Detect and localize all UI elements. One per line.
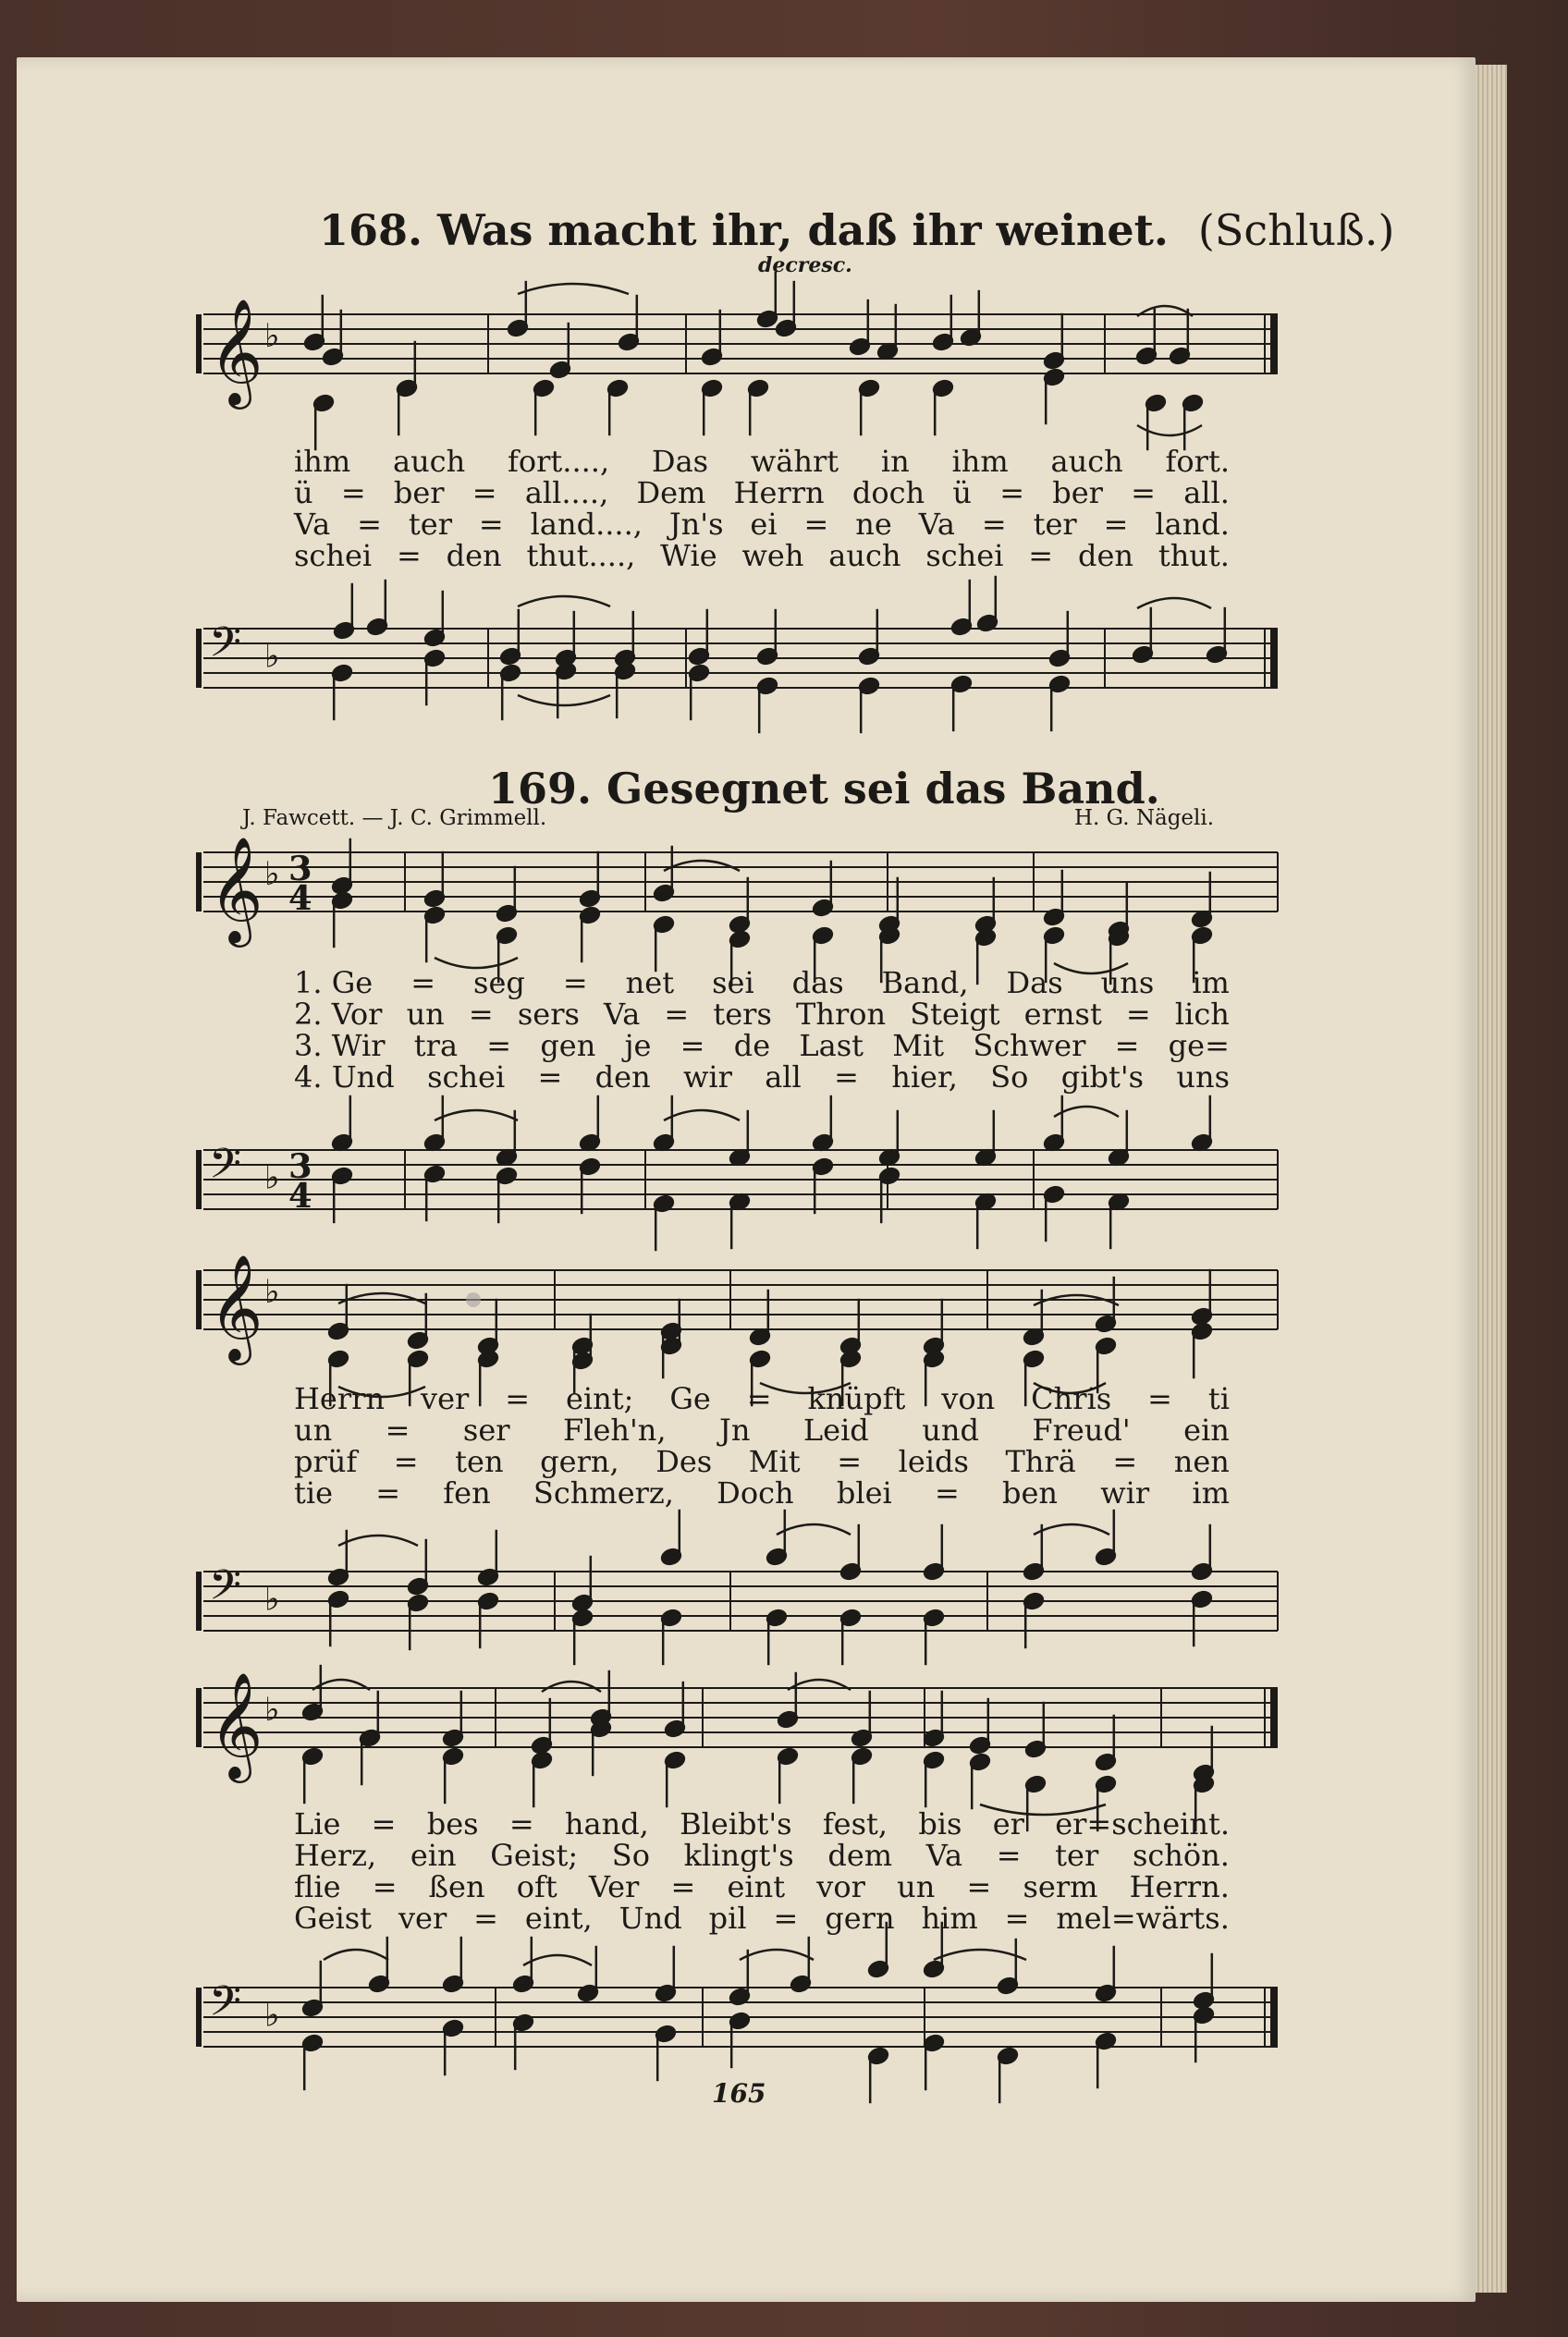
- lyric-line: [294, 1871, 1230, 1903]
- lyric-syllable: =: [996, 1838, 1022, 1873]
- treble-clef-icon: 𝄞: [209, 1254, 263, 1361]
- lyric-syllable: =: [837, 1444, 863, 1479]
- lyric-syllable: uns: [1176, 1059, 1230, 1095]
- lyric-syllable: =: [981, 507, 1007, 542]
- slur: [777, 1524, 851, 1535]
- lyric-syllable: von: [941, 1381, 996, 1416]
- lyric-syllable: fort.: [1165, 444, 1230, 479]
- slur: [518, 284, 629, 294]
- lyric-syllable: prüf: [294, 1444, 358, 1479]
- lyric-syllable: Freud': [1032, 1413, 1131, 1448]
- hymn-169-bass-staff-1-start-bar: [196, 1150, 202, 1209]
- hymn-169-treble-staff-1-start-bar: [196, 852, 202, 912]
- lyric-syllable: in: [880, 444, 910, 479]
- lyric-line: [294, 477, 1230, 508]
- lyric-syllable: fest,: [822, 1806, 888, 1841]
- lyric-syllable: thut....,: [526, 538, 636, 573]
- lyric-syllable: ten: [455, 1444, 504, 1479]
- lyric-line: [294, 540, 1230, 571]
- lyric-syllable: den: [446, 538, 502, 573]
- lyric-syllable: er=scheint.: [1055, 1806, 1230, 1841]
- lyric-syllable: auch: [392, 444, 466, 479]
- lyric-line: [294, 1808, 1230, 1840]
- lyric-syllable: net: [625, 965, 675, 1000]
- lyric-syllable: =: [834, 1059, 859, 1095]
- flat-icon: ♭: [264, 1996, 280, 2035]
- lyric-syllable: =: [562, 965, 588, 1000]
- lyric-syllable: uns: [1100, 965, 1155, 1000]
- lyric-syllable: ben: [1001, 1475, 1059, 1511]
- lyric-syllable: fort....,: [508, 444, 610, 479]
- bass-clef-icon: 𝄢: [209, 1139, 241, 1198]
- lyric-syllable: ne: [855, 507, 892, 542]
- lyric-syllable: ü: [952, 475, 972, 510]
- lyric-syllable: ihm: [294, 444, 351, 479]
- lyric-syllable: 1. Ge: [294, 965, 374, 1000]
- lyric-syllable: =: [340, 475, 366, 510]
- lyric-syllable: den: [1077, 538, 1133, 573]
- lyric-syllable: Dem: [636, 475, 706, 510]
- lyric-syllable: Herrn: [294, 1381, 386, 1416]
- lyric-syllable: Herz,: [294, 1838, 377, 1873]
- flat-icon: ♭: [264, 317, 280, 356]
- lyric-syllable: wir: [1100, 1475, 1150, 1511]
- lyric-syllable: weh: [741, 538, 804, 573]
- treble-clef-icon: 𝄞: [209, 299, 263, 405]
- lyric-syllable: sei: [712, 965, 754, 1000]
- flat-icon: ♭: [264, 637, 280, 676]
- lyric-syllable: ihm: [951, 444, 1009, 479]
- lyric-syllable: 4. Und: [294, 1059, 395, 1095]
- lyric-line: [294, 1061, 1230, 1093]
- lyric-syllable: eint: [727, 1869, 786, 1904]
- slur: [518, 695, 610, 705]
- lyric-syllable: knüpft: [807, 1381, 906, 1416]
- lyric-syllable: =: [396, 538, 422, 573]
- slur: [1054, 1107, 1119, 1117]
- lyric-syllable: =: [505, 1381, 531, 1416]
- flat-icon: ♭: [264, 1580, 280, 1619]
- time-signature-bottom: 4: [288, 1175, 312, 1216]
- lyric-syllable: klingt's: [683, 1838, 794, 1873]
- lyric-line: [294, 1903, 1230, 1934]
- lyric-syllable: auch: [828, 538, 901, 573]
- lyric-syllable: =: [375, 1475, 401, 1511]
- lyric-syllable: leids: [898, 1444, 969, 1479]
- hymn-169-bass-staff-3-start-bar: [196, 1988, 202, 2047]
- lyric-syllable: bes: [426, 1806, 479, 1841]
- hymn-169-author: J. Fawcett. — J. C. Grimmell.: [242, 806, 547, 830]
- slur: [338, 1293, 425, 1303]
- lyric-syllable: seg: [473, 965, 525, 1000]
- hymn-169-treble-staff-3-start-bar: [196, 1688, 202, 1747]
- lyric-syllable: him: [921, 1901, 978, 1936]
- lyric-syllable: 3. Wir: [294, 1028, 386, 1063]
- time-signature-bottom: 4: [288, 877, 312, 918]
- lyric-syllable: So: [611, 1838, 650, 1873]
- lyric-syllable: ter: [1055, 1838, 1099, 1873]
- lyric-syllable: Lie: [294, 1806, 341, 1841]
- lyric-line: [294, 1414, 1230, 1446]
- lyric-syllable: Leid: [802, 1413, 869, 1448]
- lyric-syllable: dem: [827, 1838, 893, 1873]
- lyric-syllable: schei: [925, 538, 1004, 573]
- lyric-syllable: ei: [750, 507, 778, 542]
- lyric-syllable: =: [473, 1901, 498, 1936]
- lyric-syllable: nen: [1173, 1444, 1230, 1479]
- flat-icon: ♭: [264, 1158, 280, 1197]
- lyric-syllable: wir: [682, 1059, 732, 1095]
- lyric-syllable: währt: [750, 444, 839, 479]
- bass-clef-icon: 𝄢: [209, 1976, 241, 2036]
- lyric-syllable: Herrn: [733, 475, 825, 510]
- hymn-168-treble-staff-start-bar: [196, 314, 202, 373]
- hymn-169-lyrics-system-3: [294, 1808, 1230, 1934]
- slur: [740, 1950, 814, 1960]
- hymn-168-bass-staff-start-bar: [196, 629, 202, 688]
- lyric-syllable: gern: [825, 1901, 895, 1936]
- lyric-syllable: ge=: [1168, 1028, 1230, 1063]
- lyric-syllable: =: [803, 507, 829, 542]
- lyric-syllable: ter: [408, 507, 452, 542]
- lyric-syllable: ser: [462, 1413, 510, 1448]
- slur: [542, 1682, 601, 1692]
- lyric-syllable: gern,: [540, 1444, 619, 1479]
- lyric-syllable: auch: [1050, 444, 1123, 479]
- lyric-syllable: ßen: [428, 1869, 485, 1904]
- lyric-syllable: mel=wärts.: [1056, 1901, 1230, 1936]
- lyric-syllable: ein: [410, 1838, 457, 1873]
- lyric-syllable: all.: [1183, 475, 1230, 510]
- lyric-line: [294, 508, 1230, 540]
- lyric-syllable: =: [1004, 1901, 1030, 1936]
- lyric-line: [294, 1477, 1230, 1509]
- bass-clef-icon: 𝄢: [209, 618, 241, 677]
- hymn-169-lyrics-system-2: [294, 1383, 1230, 1509]
- lyric-syllable: =: [1131, 475, 1156, 510]
- hymn-169-bass-staff-2-start-bar: [196, 1572, 202, 1631]
- lyric-syllable: =: [385, 1413, 410, 1448]
- lyric-syllable: Jn: [719, 1413, 751, 1448]
- lyric-syllable: land.: [1155, 507, 1230, 542]
- lyric-syllable: Des: [655, 1444, 713, 1479]
- lyric-syllable: ber: [393, 475, 445, 510]
- lyric-syllable: fen: [443, 1475, 491, 1511]
- lyric-syllable: =: [966, 1869, 992, 1904]
- lyric-syllable: eint;: [565, 1381, 634, 1416]
- lyric-syllable: blei: [836, 1475, 892, 1511]
- lyric-syllable: Schwer: [973, 1028, 1086, 1063]
- slur: [1137, 598, 1211, 608]
- lyric-line: [294, 998, 1230, 1030]
- lyric-syllable: ters: [713, 997, 772, 1032]
- lyric-syllable: gen: [540, 1028, 596, 1063]
- lyric-syllable: Fleh'n,: [563, 1413, 667, 1448]
- slur: [435, 1110, 518, 1120]
- lyric-syllable: tra: [413, 1028, 459, 1063]
- lyric-syllable: den: [594, 1059, 651, 1095]
- lyric-syllable: de: [733, 1028, 771, 1063]
- lyric-syllable: =: [1103, 507, 1129, 542]
- treble-clef-icon: 𝄞: [209, 1672, 263, 1779]
- lyric-syllable: =: [537, 1059, 563, 1095]
- lyric-syllable: Wie: [660, 538, 717, 573]
- lyric-syllable: tie: [294, 1475, 334, 1511]
- slur: [523, 1955, 592, 1965]
- lyric-syllable: Steigt: [910, 997, 1000, 1032]
- treble-clef-icon: 𝄞: [209, 837, 263, 943]
- lyric-syllable: all....,: [524, 475, 609, 510]
- lyric-syllable: =: [472, 475, 497, 510]
- lyric-syllable: thut.: [1158, 538, 1230, 573]
- lyric-syllable: Va: [294, 507, 331, 542]
- lyric-syllable: Thron: [796, 997, 887, 1032]
- hymn-169-treble-staff-2-start-bar: [196, 1270, 202, 1329]
- lyric-syllable: bis: [918, 1806, 962, 1841]
- lyric-syllable: serm: [1023, 1869, 1098, 1904]
- lyric-syllable: ber: [1052, 475, 1103, 510]
- lyric-syllable: =: [508, 1806, 534, 1841]
- slur: [338, 1536, 418, 1546]
- time-signature-top: 3: [288, 848, 312, 888]
- lyric-syllable: ver: [420, 1381, 470, 1416]
- page-number: 165: [712, 2078, 766, 2109]
- lyric-syllable: Ver: [588, 1869, 640, 1904]
- lyric-syllable: Herrn.: [1129, 1869, 1230, 1904]
- lyric-syllable: Geist: [294, 1901, 373, 1936]
- lyric-syllable: schei: [294, 538, 373, 573]
- lyric-syllable: =: [372, 1869, 398, 1904]
- lyric-syllable: =: [680, 1028, 705, 1063]
- lyric-syllable: Bleibt's: [680, 1806, 792, 1841]
- slur: [1034, 1524, 1109, 1535]
- lyric-syllable: =: [486, 1028, 512, 1063]
- hymn-169-composer: H. G. Nägeli.: [1074, 806, 1215, 830]
- lyric-syllable: Chris: [1031, 1381, 1112, 1416]
- lyric-line: [294, 446, 1230, 477]
- lyric-syllable: und: [922, 1413, 979, 1448]
- lyric-syllable: schei: [427, 1059, 506, 1095]
- lyric-syllable: =: [1147, 1381, 1172, 1416]
- lyric-syllable: Va: [918, 507, 955, 542]
- lyric-syllable: gibt's: [1060, 1059, 1145, 1095]
- lyric-line: [294, 1446, 1230, 1477]
- lyric-syllable: =: [1114, 1028, 1140, 1063]
- lyric-syllable: So: [990, 1059, 1029, 1095]
- lyric-syllable: Ge: [669, 1381, 711, 1416]
- lyric-syllable: =: [999, 475, 1025, 510]
- lyric-syllable: hand,: [564, 1806, 649, 1841]
- lyric-syllable: =: [664, 997, 690, 1032]
- lyric-syllable: im: [1192, 965, 1230, 1000]
- lyric-line: [294, 1840, 1230, 1871]
- lyric-syllable: =: [357, 507, 382, 542]
- lyric-syllable: lich: [1174, 997, 1230, 1032]
- lyric-syllable: ter: [1033, 507, 1077, 542]
- hymn-168-continuation: (Schluß.): [1197, 205, 1395, 255]
- lyric-syllable: sers: [517, 997, 580, 1032]
- lyric-syllable: Mit: [748, 1444, 801, 1479]
- lyric-syllable: Und: [619, 1901, 682, 1936]
- final-barline-thick: [1270, 1988, 1278, 2047]
- lyric-syllable: Doch: [717, 1475, 794, 1511]
- lyric-line: [294, 967, 1230, 998]
- bass-clef-icon: 𝄢: [209, 1560, 241, 1620]
- hymn-168-title-text: 168. Was macht ihr, daß ihr weinet.: [319, 205, 1169, 255]
- slur: [324, 1950, 388, 1960]
- lyric-syllable: ernst: [1023, 997, 1102, 1032]
- flat-icon: ♭: [264, 855, 280, 894]
- lyric-syllable: =: [1125, 997, 1151, 1032]
- lyric-syllable: Va: [604, 997, 641, 1032]
- lyric-syllable: Mit: [892, 1028, 945, 1063]
- lyric-syllable: je: [624, 1028, 652, 1063]
- final-barline-thick: [1270, 629, 1278, 688]
- lyric-syllable: =: [746, 1381, 772, 1416]
- lyric-syllable: Va: [925, 1838, 963, 1873]
- lyric-syllable: =: [371, 1806, 397, 1841]
- lyric-syllable: =: [670, 1869, 696, 1904]
- slur: [518, 596, 610, 606]
- lyric-syllable: =: [393, 1444, 419, 1479]
- dynamic-decresc: decresc.: [758, 253, 852, 277]
- lyric-syllable: Geist;: [490, 1838, 579, 1873]
- lyric-line: [294, 1383, 1230, 1414]
- lyric-syllable: 2. Vor: [294, 997, 383, 1032]
- lyric-syllable: all: [765, 1059, 802, 1095]
- lyric-syllable: =: [478, 507, 504, 542]
- hymn-169-lyrics-system-1: [294, 967, 1230, 1093]
- lyric-syllable: =: [410, 965, 436, 1000]
- flat-icon: ♭: [264, 1691, 280, 1730]
- lyric-syllable: un: [897, 1869, 936, 1904]
- lyric-syllable: =: [468, 997, 494, 1032]
- final-barline-thick: [1270, 314, 1278, 373]
- lyric-syllable: Last: [799, 1028, 864, 1063]
- lyric-syllable: doch: [851, 475, 925, 510]
- lyric-syllable: eint,: [524, 1901, 593, 1936]
- slur: [664, 861, 740, 871]
- lyric-syllable: Das: [1006, 965, 1063, 1000]
- lyric-syllable: das: [791, 965, 844, 1000]
- lyric-syllable: Das: [651, 444, 709, 479]
- lyric-syllable: Band,: [881, 965, 969, 1000]
- smudge-mark: [466, 1292, 481, 1307]
- final-barline-thick: [1270, 1688, 1278, 1747]
- lyric-syllable: ein: [1183, 1413, 1230, 1448]
- lyric-syllable: vor: [816, 1869, 865, 1904]
- hymn-169-title: 169. Gesegnet sei das Band.: [488, 764, 1160, 814]
- lyric-syllable: ver: [398, 1901, 447, 1936]
- lyric-syllable: Thrä: [1005, 1444, 1076, 1479]
- lyric-syllable: land....,: [530, 507, 643, 542]
- lyric-syllable: un: [294, 1413, 333, 1448]
- lyric-syllable: =: [1112, 1444, 1138, 1479]
- lyric-syllable: ü: [294, 475, 313, 510]
- lyric-syllable: im: [1192, 1475, 1230, 1511]
- lyric-syllable: un: [406, 997, 445, 1032]
- flat-icon: ♭: [264, 1273, 280, 1312]
- lyric-line: [294, 1030, 1230, 1061]
- lyric-syllable: schön.: [1132, 1838, 1230, 1873]
- lyric-syllable: ti: [1207, 1381, 1230, 1416]
- lyric-syllable: Schmerz,: [533, 1475, 674, 1511]
- lyric-syllable: =: [934, 1475, 960, 1511]
- lyric-syllable: flie: [294, 1869, 341, 1904]
- lyric-syllable: pil: [708, 1901, 747, 1936]
- lyric-syllable: hier,: [891, 1059, 958, 1095]
- hymn-168-lyrics: [294, 446, 1230, 571]
- lyric-syllable: oft: [516, 1869, 557, 1904]
- lyric-syllable: er: [992, 1806, 1024, 1841]
- lyric-syllable: =: [773, 1901, 799, 1936]
- time-signature-top: 3: [288, 1145, 312, 1186]
- lyric-syllable: =: [1028, 538, 1054, 573]
- lyric-syllable: Jn's: [668, 507, 724, 542]
- slur: [934, 1950, 1026, 1960]
- slur: [664, 1110, 740, 1120]
